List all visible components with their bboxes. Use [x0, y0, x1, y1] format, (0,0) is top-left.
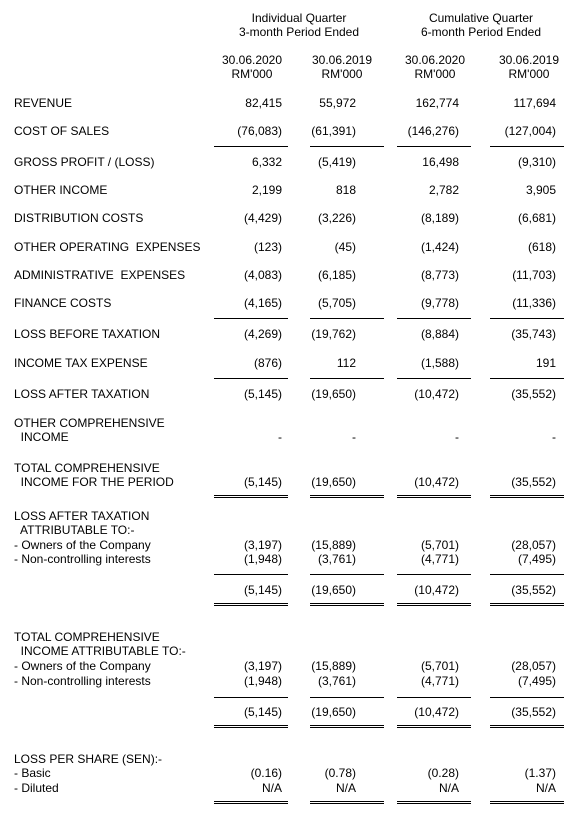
cell-value: (9,310)	[517, 155, 556, 169]
cell-value: 2,199	[251, 183, 282, 197]
cell-value: 6,332	[251, 155, 282, 169]
cell-value: 55,972	[319, 96, 356, 110]
cell-value: (19,650)	[311, 705, 356, 719]
section-label-tci-attributable-cont: INCOME ATTRIBUTABLE TO:-	[14, 644, 186, 658]
cell-value: (11,336)	[512, 296, 556, 310]
header-group1-line2: 3-month Period Ended	[238, 25, 360, 39]
cell-value: (618)	[527, 240, 556, 254]
cell-value: (7,495)	[517, 674, 556, 688]
total-double-rule	[397, 603, 471, 606]
cell-value: 112	[336, 356, 356, 370]
subtotal-rule	[310, 574, 384, 575]
row-label-gross-profit: GROSS PROFIT / (LOSS)	[14, 155, 155, 169]
cell-value: (5,701)	[420, 538, 459, 552]
subtotal-rule	[397, 697, 471, 698]
section-label-lat-attributable-cont: ATTRIBUTABLE TO:-	[14, 523, 135, 537]
subtotal-rule	[397, 378, 471, 379]
total-double-rule	[310, 725, 384, 728]
cell-value: (5,145)	[243, 583, 282, 597]
cell-value: (3,197)	[243, 659, 282, 673]
row-label-total-comprehensive-income: TOTAL COMPREHENSIVE	[14, 461, 160, 475]
subtotal-rule	[214, 574, 288, 575]
section-label-lat-attributable: LOSS AFTER TAXATION	[14, 509, 150, 523]
cell-value: 818	[335, 183, 356, 197]
cell-value: (0.78)	[324, 766, 356, 780]
cell-value: (7,495)	[517, 552, 556, 566]
column-unit: RM'000	[231, 67, 273, 81]
column-header	[304, 53, 380, 81]
cell-value: 82,415	[245, 96, 282, 110]
subtotal-rule	[490, 574, 564, 575]
cell-value: 2,782	[428, 183, 459, 197]
cell-value: (28,057)	[511, 538, 556, 552]
row-label-administrative-expenses: ADMINISTRATIVE EXPENSES	[14, 268, 186, 282]
header-group2-line1: Cumulative Quarter	[428, 11, 534, 25]
total-double-rule	[214, 495, 288, 498]
subtotal-rule	[310, 378, 384, 379]
cell-value: (5,419)	[317, 155, 356, 169]
cell-value: N/A	[535, 781, 556, 795]
subtotal-rule	[397, 146, 471, 147]
row-label-other-comprehensive-income: OTHER COMPREHENSIVE	[14, 416, 165, 430]
row-label-loss-before-taxation: LOSS BEFORE TAXATION	[14, 327, 161, 341]
total-double-rule	[397, 495, 471, 498]
cell-value: N/A	[438, 781, 459, 795]
cell-value: (5,705)	[317, 296, 356, 310]
total-double-rule	[214, 725, 288, 728]
cell-value: (4,429)	[243, 211, 282, 225]
row-label-diluted: - Diluted	[14, 781, 59, 795]
row-label-other-operating-expenses: OTHER OPERATING EXPENSES	[14, 240, 201, 254]
cell-value: (10,472)	[414, 387, 459, 401]
column-header	[214, 53, 290, 81]
subtotal-rule	[214, 697, 288, 698]
subtotal-rule	[490, 146, 564, 147]
total-double-rule	[310, 495, 384, 498]
cell-value: (6,681)	[517, 211, 556, 225]
cell-value: -	[352, 430, 356, 444]
total-double-rule	[490, 603, 564, 606]
row-label-owners: - Owners of the Company	[14, 538, 151, 552]
cell-value: (123)	[253, 240, 282, 254]
cell-value: (1,588)	[420, 356, 459, 370]
cell-value: (127,004)	[504, 124, 556, 138]
row-label-other-comprehensive-income-cont: INCOME	[14, 430, 69, 444]
cell-value: (876)	[253, 356, 282, 370]
cell-value: (1.37)	[524, 766, 556, 780]
row-label-basic: - Basic	[14, 766, 51, 780]
cell-value: (0.28)	[427, 766, 459, 780]
row-label-nci: - Non-controlling interests	[14, 552, 151, 566]
row-label-finance-costs: FINANCE COSTS	[14, 296, 112, 310]
section-label-tci-attributable: TOTAL COMPREHENSIVE	[14, 630, 160, 644]
header-group1-line1: Individual Quarter	[251, 11, 347, 25]
cell-value: (19,762)	[311, 327, 356, 341]
cell-value: (19,650)	[311, 475, 356, 489]
cell-value: (3,197)	[243, 538, 282, 552]
row-label-distribution-costs: DISTRIBUTION COSTS	[14, 211, 144, 225]
cell-value: -	[552, 430, 556, 444]
subtotal-rule	[490, 318, 564, 319]
total-double-rule	[490, 725, 564, 728]
section-label-loss-per-share: LOSS PER SHARE (SEN):-	[14, 752, 163, 766]
column-date: 30.06.2020	[404, 53, 466, 67]
cell-value: (4,165)	[243, 296, 282, 310]
subtotal-rule	[214, 146, 288, 147]
cell-value: 191	[535, 356, 556, 370]
cell-value: (19,650)	[311, 387, 356, 401]
cell-value: (45)	[334, 240, 356, 254]
cell-value: (0.16)	[250, 766, 282, 780]
cell-value: (5,701)	[420, 659, 459, 673]
column-date: 30.06.2019	[498, 53, 560, 67]
cell-value: -	[455, 430, 459, 444]
cell-value: N/A	[261, 781, 282, 795]
cell-value: (1,424)	[420, 240, 459, 254]
cell-value: (1,948)	[243, 674, 282, 688]
cell-value: (15,889)	[311, 659, 356, 673]
total-double-rule	[310, 801, 384, 804]
subtotal-rule	[397, 318, 471, 319]
cumulative-quarter-header	[398, 11, 564, 39]
cell-value: (3,761)	[317, 552, 356, 566]
total-double-rule	[214, 801, 288, 804]
cell-value: (35,552)	[511, 387, 556, 401]
subtotal-rule	[214, 318, 288, 319]
column-unit: RM'000	[321, 67, 363, 81]
cell-value: (6,185)	[317, 268, 356, 282]
row-label-cost-of-sales: COST OF SALES	[14, 124, 110, 138]
row-label-loss-after-taxation: LOSS AFTER TAXATION	[14, 387, 150, 401]
cell-value: -	[278, 430, 282, 444]
row-label-owners: - Owners of the Company	[14, 659, 151, 673]
cell-value: (8,773)	[420, 268, 459, 282]
total-double-rule	[310, 603, 384, 606]
column-header	[490, 53, 568, 81]
cell-value: (35,552)	[511, 475, 556, 489]
cell-value: (28,057)	[511, 659, 556, 673]
cell-value: N/A	[335, 781, 356, 795]
cell-value: 162,774	[415, 96, 459, 110]
total-double-rule	[397, 725, 471, 728]
header-group2-line2: 6-month Period Ended	[420, 25, 542, 39]
cell-value: (3,226)	[317, 211, 356, 225]
column-unit: RM'000	[508, 67, 550, 81]
row-label-income-tax-expense: INCOME TAX EXPENSE	[14, 356, 148, 370]
total-double-rule	[214, 603, 288, 606]
individual-quarter-header	[214, 11, 384, 39]
cell-value: (10,472)	[414, 475, 459, 489]
cell-value: (5,145)	[243, 475, 282, 489]
row-label-total-comprehensive-income-cont: INCOME FOR THE PERIOD	[14, 475, 174, 489]
cell-value: (9,778)	[420, 296, 459, 310]
column-date: 30.06.2019	[311, 53, 373, 67]
subtotal-rule	[490, 697, 564, 698]
cell-value: (10,472)	[414, 705, 459, 719]
subtotal-rule	[310, 697, 384, 698]
row-label-other-income: OTHER INCOME	[14, 183, 108, 197]
cell-value: (4,771)	[420, 552, 459, 566]
column-header	[397, 53, 473, 81]
total-double-rule	[397, 801, 471, 804]
column-date: 30.06.2020	[221, 53, 283, 67]
cell-value: (1,948)	[243, 552, 282, 566]
cell-value: (5,145)	[243, 705, 282, 719]
cell-value: (10,472)	[414, 583, 459, 597]
subtotal-rule	[310, 146, 384, 147]
cell-value: (61,391)	[311, 124, 356, 138]
subtotal-rule	[310, 318, 384, 319]
cell-value: (8,189)	[420, 211, 459, 225]
cell-value: (4,083)	[243, 268, 282, 282]
cell-value: 117,694	[513, 96, 556, 110]
subtotal-rule	[397, 574, 471, 575]
total-double-rule	[490, 495, 564, 498]
cell-value: 16,498	[422, 155, 459, 169]
cell-value: (76,083)	[237, 124, 282, 138]
subtotal-rule	[490, 378, 564, 379]
total-double-rule	[490, 801, 564, 804]
cell-value: (19,650)	[311, 583, 356, 597]
cell-value: 3,905	[525, 183, 556, 197]
column-unit: RM'000	[414, 67, 456, 81]
cell-value: (35,743)	[511, 327, 556, 341]
cell-value: (4,771)	[420, 674, 459, 688]
cell-value: (3,761)	[317, 674, 356, 688]
row-label-nci: - Non-controlling interests	[14, 674, 151, 688]
cell-value: (8,884)	[420, 327, 459, 341]
cell-value: (15,889)	[311, 538, 356, 552]
cell-value: (146,276)	[407, 124, 459, 138]
row-label-revenue: REVENUE	[14, 96, 73, 110]
cell-value: (11,703)	[512, 268, 556, 282]
cell-value: (4,269)	[243, 327, 282, 341]
cell-value: (35,552)	[511, 705, 556, 719]
subtotal-rule	[214, 378, 288, 379]
cell-value: (35,552)	[511, 583, 556, 597]
cell-value: (5,145)	[243, 387, 282, 401]
